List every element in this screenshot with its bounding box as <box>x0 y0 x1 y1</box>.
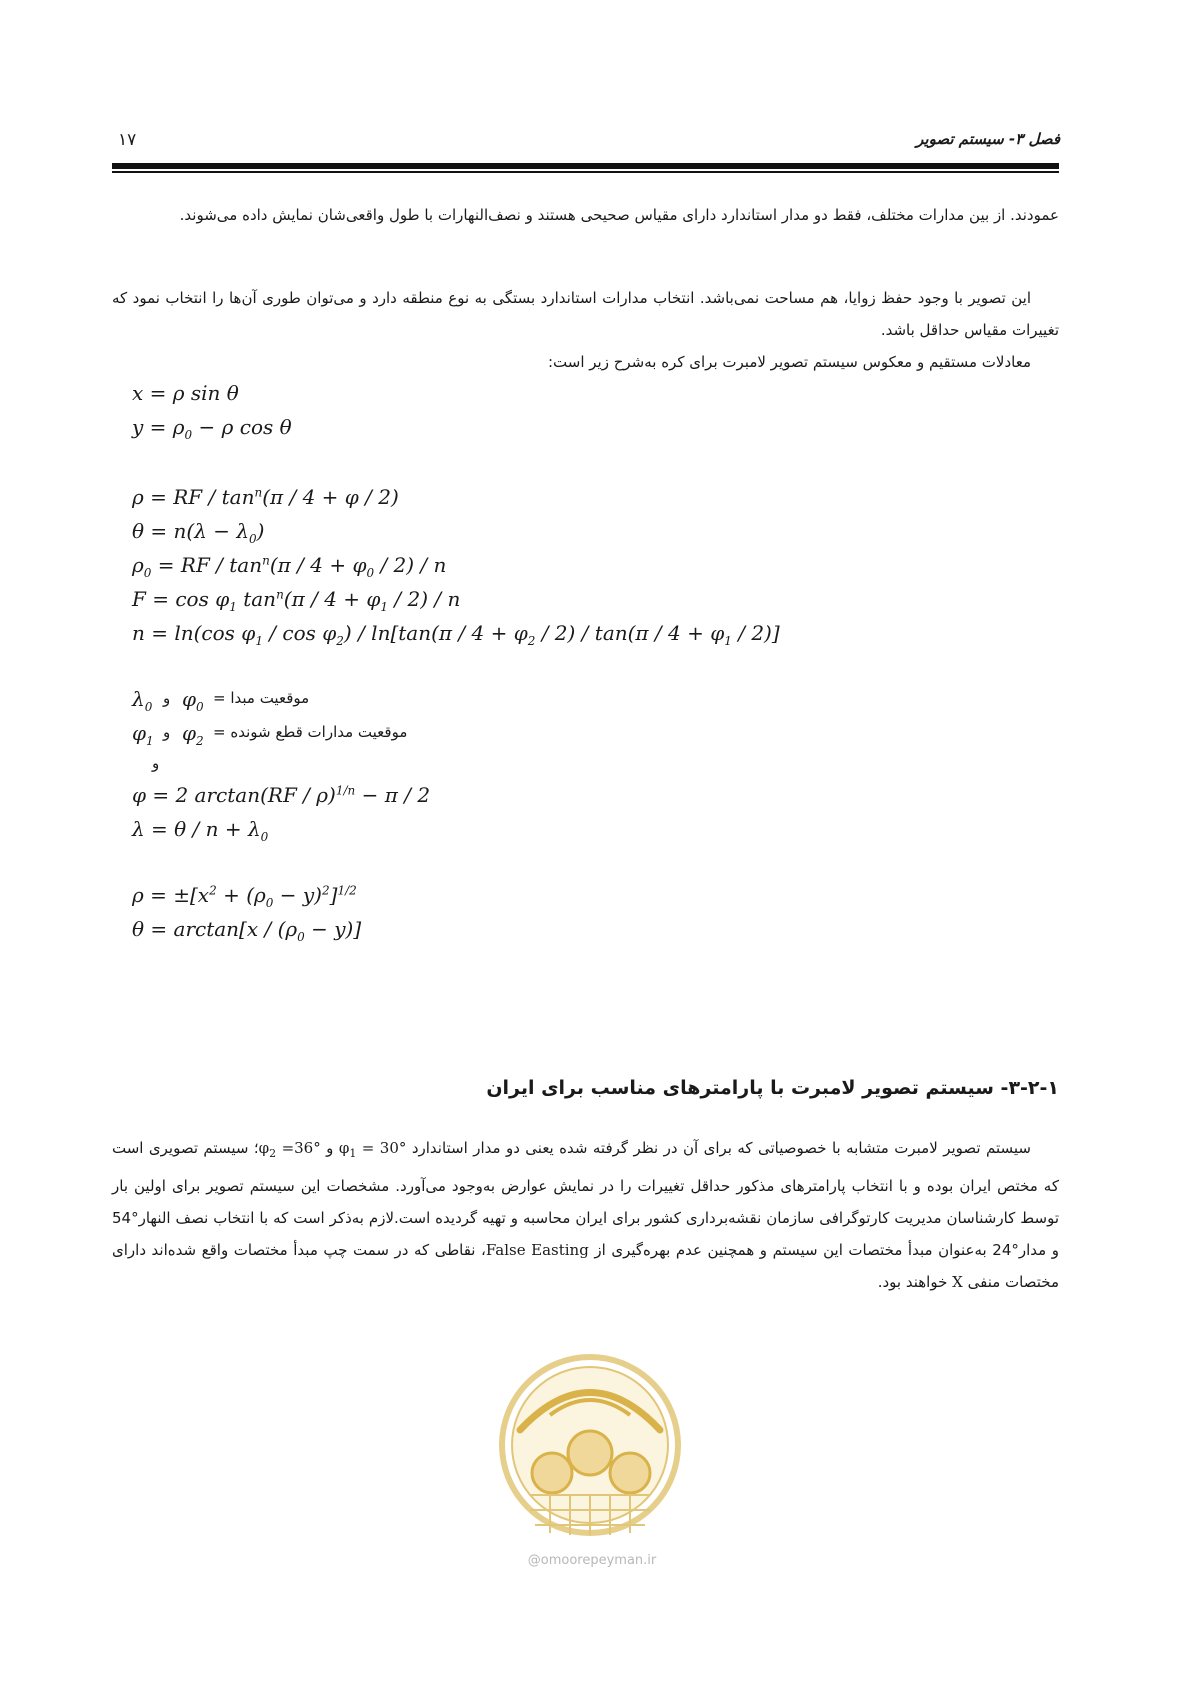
header-rule-thin <box>112 171 1059 173</box>
phi2-value: $\varphi_2 =36^\circ$ <box>258 1139 321 1160</box>
section-title: ۳-۲-۱- سیستم تصویر لامبرت با پارامترهای مناسب برای ایران <box>486 1077 1059 1099</box>
section-text-rest: سیستم تصویری است که مختص ایران بوده و با انتخاب پارامترهای مذکور حداقل تغییرات را در نمایش عوارض به‌وجود می‌آورد. مشخصات این سیستم تصویر برای اولین بار توسط کارشناسان مدیریت کارتوگرافی سازمان نقشه‌برداری کشور برای ایران محاسبه و تهیه گردیده است.لازم به‌ذکر است که با انتخاب نصف النهار°54 و مدار°24 به‌عنوان مبدأ مختصات این سیستم و همچنین عدم بهره‌گیری از <box>112 1139 1059 1259</box>
equation-n: n = ln(cos $\varphi_1 / \cos \varphi_2) / \ln[\tan(\pi / 4 + \varphi_2 / 2) / \tan(\pi / 4 + \varphi_1 / 2)]$ <box>132 621 780 648</box>
symbol-phi1: $\varphi_1$ <box>132 721 154 748</box>
header-rule-thick <box>112 163 1059 169</box>
equation-rho: ρ = RF / $\tan^n(\pi / 4 + \varphi / 2)$ <box>132 485 399 509</box>
page-number: ۱۷ <box>118 130 137 150</box>
phi1-value: $\varphi_1 = 30^\circ$ <box>338 1139 407 1160</box>
section-text-tail: خواهند بود. <box>877 1273 948 1291</box>
false-easting-term: False Easting <box>485 1241 589 1259</box>
label-parallels: موقعیت مدارات قطع شونده = <box>213 723 408 741</box>
equation-phi: φ = 2 arctan(RF / ρ)$^{1/n}$ − π / 2 <box>132 783 431 807</box>
section-text-a: سیستم تصویر لامبرت متشابه با خصوصیاتی که برای آن در نظر گرفته شده یعنی دو مدار استاندارد <box>411 1139 1031 1157</box>
equation-theta: $\theta = n(\lambda - \lambda_0)$ <box>132 519 265 546</box>
symbol-phi2: $\varphi_2$ <box>182 721 204 748</box>
x-letter: X <box>952 1273 963 1291</box>
equation-x: x = ρ sin θ <box>132 381 239 405</box>
paragraph-2: این تصویر با وجود حفظ زوایا، هم مساحت نمی‌باشد. انتخاب مدارات استاندارد بستگی به نوع منطقه دارد و می‌توان طوری آن‌ها را انتخاب نمود که تغییرات مقیاس حداقل باشد. <box>112 289 1059 339</box>
section-paragraph: سیستم تصویر لامبرت متشابه با خصوصیاتی که برای آن در نظر گرفته شده یعنی دو مدار استاندارد $\varphi_1 = 30^\circ$ و $\varphi_2$ =36°؛ سیستم تصویری است که مختص ایران بوده و با انتخاب پارامترهای مذکور حداقل تغییرات را در نمایش عوارض به‌وجود می‌آورد. مشخصات این سیستم تصویر برای اولین بار توسط کارشناسان مدیریت کارتوگرافی سازمان نقشه‌برداری کشور برای ایران محاسبه و تهیه گردیده است.لازم به‌ذکر است که با انتخاب نصف النهار°54 و مدار°24 به‌عنوان مبدأ مختصات این سیستم و همچنین عدم بهره‌گیری از False Easting، نقاطی که در سمت چپ مبدأ مختصات واقع شده‌اند دارای مختصات منفی X خواهند بود. <box>112 1139 1059 1291</box>
section-text-b: و <box>326 1139 334 1157</box>
watermark-logo <box>490 1345 690 1555</box>
equation-theta-inverse: $\theta = \arctan[x / (\rho_0 - y)]$ <box>132 917 362 944</box>
chapter-header: فصل ۳- سیستم تصویر <box>916 130 1060 148</box>
equation-rho-inverse: $\rho = \pm[x^2 + (\rho_0 - y)^2]^{1/2}$ <box>132 883 357 910</box>
equation-lambda: $\lambda = \theta / n + \lambda_0$ <box>132 817 269 844</box>
equation-rho0: $\rho_0$ = RF / $\tan^n(\pi / 4 + \varphi_0 / 2) / n$ <box>132 553 447 580</box>
label-and-1: و <box>163 689 171 707</box>
symbol-phi0: $\varphi_0$ <box>182 687 204 714</box>
section-text-end: ، نقاطی که در سمت چپ مبدأ مختصات واقع شده‌اند دارای مختصات منفی <box>112 1241 1059 1291</box>
label-origin: موقعیت مبدا = <box>213 689 310 707</box>
label-and-2: و <box>163 723 171 741</box>
paragraph-3: معادلات مستقیم و معکوس سیستم تصویر لامبرت برای کره به‌شرح زیر است: <box>547 353 1031 371</box>
equation-F: $F = \cos \varphi_1$ $\tan^n(\pi / 4 + \varphi_1 / 2) / n$ <box>132 587 461 614</box>
watermark-caption: @omoorepeyman.ir <box>527 1553 657 1568</box>
equation-y: $y = \rho_0 - \rho$ cos θ <box>132 415 292 442</box>
label-and-3: و <box>152 754 160 772</box>
paragraph-1: عمودند. از بین مدارات مختلف، فقط دو مدار استاندارد دارای مقیاس صحیحی هستند و نصف‌النهارات با طول واقعی‌شان نمایش داده می‌شوند. <box>179 206 1059 224</box>
symbol-lambda0: $\lambda_0$ <box>132 687 153 714</box>
